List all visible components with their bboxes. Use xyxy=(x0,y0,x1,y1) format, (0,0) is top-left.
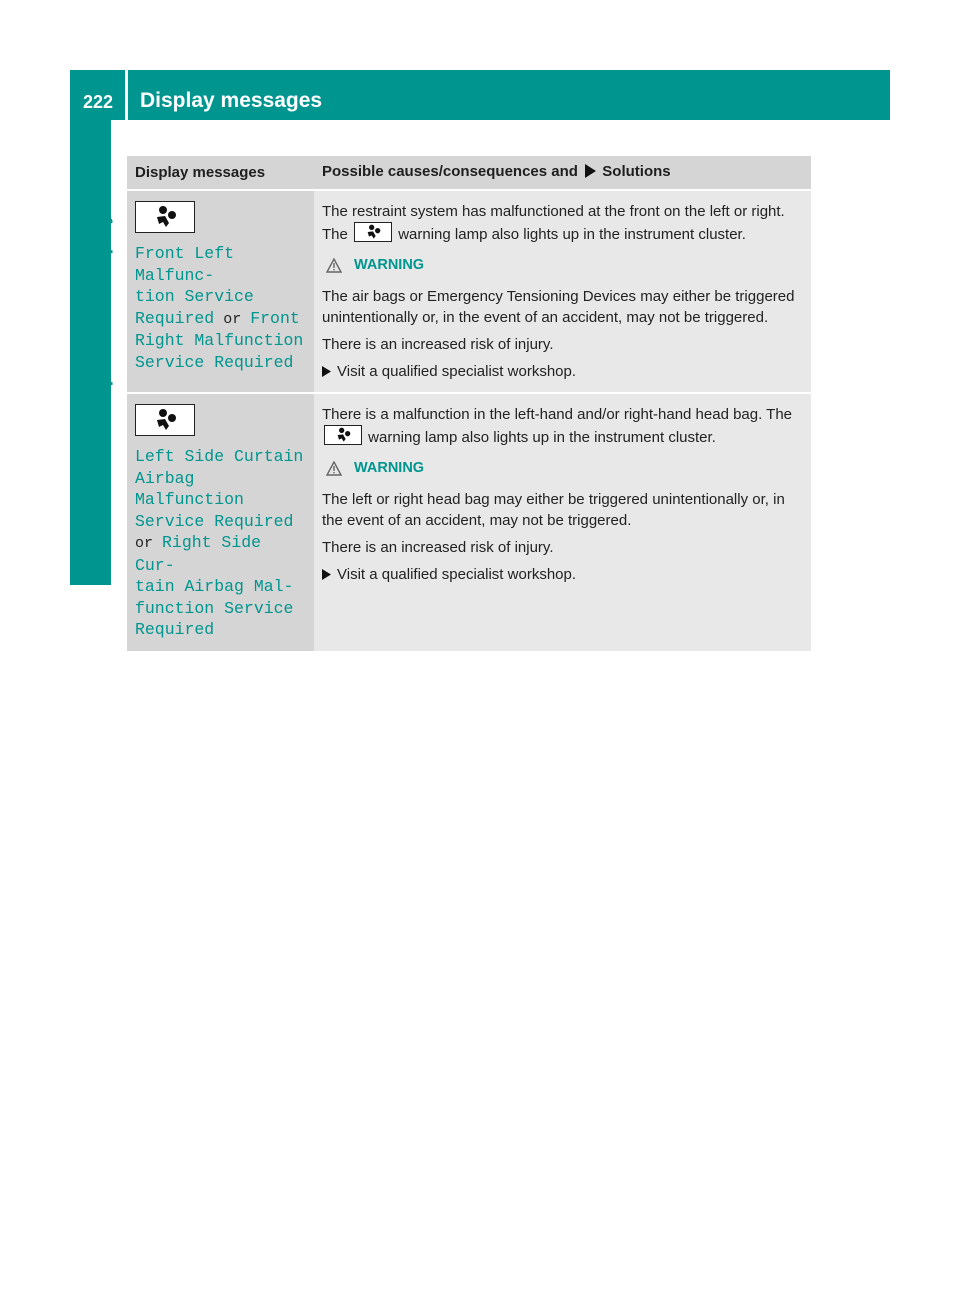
play-arrow-icon xyxy=(322,366,331,377)
table-header-row xyxy=(127,156,811,190)
side-chapter-label: On-board computer and displays xyxy=(90,200,113,530)
warning-text: The left or right head bag may either be triggered unintentionally or, in the event of an accident, may not be triggered. xyxy=(322,491,785,529)
warning-triangle-icon xyxy=(326,258,342,273)
cause-description: The restraint system has malfunctioned at the front on the left or right. The warning lamp also lights up in the instrument cluster. xyxy=(322,203,785,243)
play-arrow-icon xyxy=(584,163,596,184)
display-messages-table xyxy=(127,156,811,653)
airbag-warning-icon xyxy=(135,201,195,233)
column-header-solutions-text: Solutions xyxy=(602,163,671,180)
display-message-text: Front Left Malfunc‐ tion Service Required or Front Right Malfunction Service Required xyxy=(135,244,304,372)
display-message-text: Left Side Curtain Airbag Malfunction Service Required or Right Side Cur‐ tain Airbag Mal‐ function Service Required xyxy=(135,447,304,639)
solution-cell xyxy=(314,393,811,652)
page-number: 222 xyxy=(82,92,114,112)
airbag-warning-icon xyxy=(135,404,195,436)
solution-cell xyxy=(314,190,811,393)
table-row xyxy=(127,393,811,652)
header-divider xyxy=(125,70,128,120)
warning-heading: WARNING xyxy=(322,458,803,479)
action-step: Visit a qualified specialist workshop. xyxy=(322,564,803,585)
airbag-warning-icon xyxy=(354,222,392,242)
display-message-cell xyxy=(127,190,314,393)
section-title: Display messages xyxy=(140,89,323,112)
table-row xyxy=(127,190,811,393)
airbag-warning-icon xyxy=(324,425,362,445)
column-header-causes-text: Possible causes/consequences and xyxy=(322,163,578,180)
warning-triangle-icon xyxy=(326,461,342,476)
column-header-solutions xyxy=(314,156,811,190)
cause-description: There is a malfunction in the left-hand and/or right-hand head bag. The warning lamp also lights up in the instrument cluster. xyxy=(322,406,793,446)
warning-heading: WARNING xyxy=(322,255,803,276)
display-message-cell xyxy=(127,393,314,652)
play-arrow-icon xyxy=(322,569,331,580)
risk-text: There is an increased risk of injury. xyxy=(322,336,554,353)
risk-text: There is an increased risk of injury. xyxy=(322,539,554,556)
warning-text: The air bags or Emergency Tensioning Devices may either be triggered unintentionally or, in the event of an accident, may not be triggered. xyxy=(322,288,795,326)
column-header-display-messages: Display messages xyxy=(127,156,314,190)
action-step: Visit a qualified specialist workshop. xyxy=(322,361,803,382)
